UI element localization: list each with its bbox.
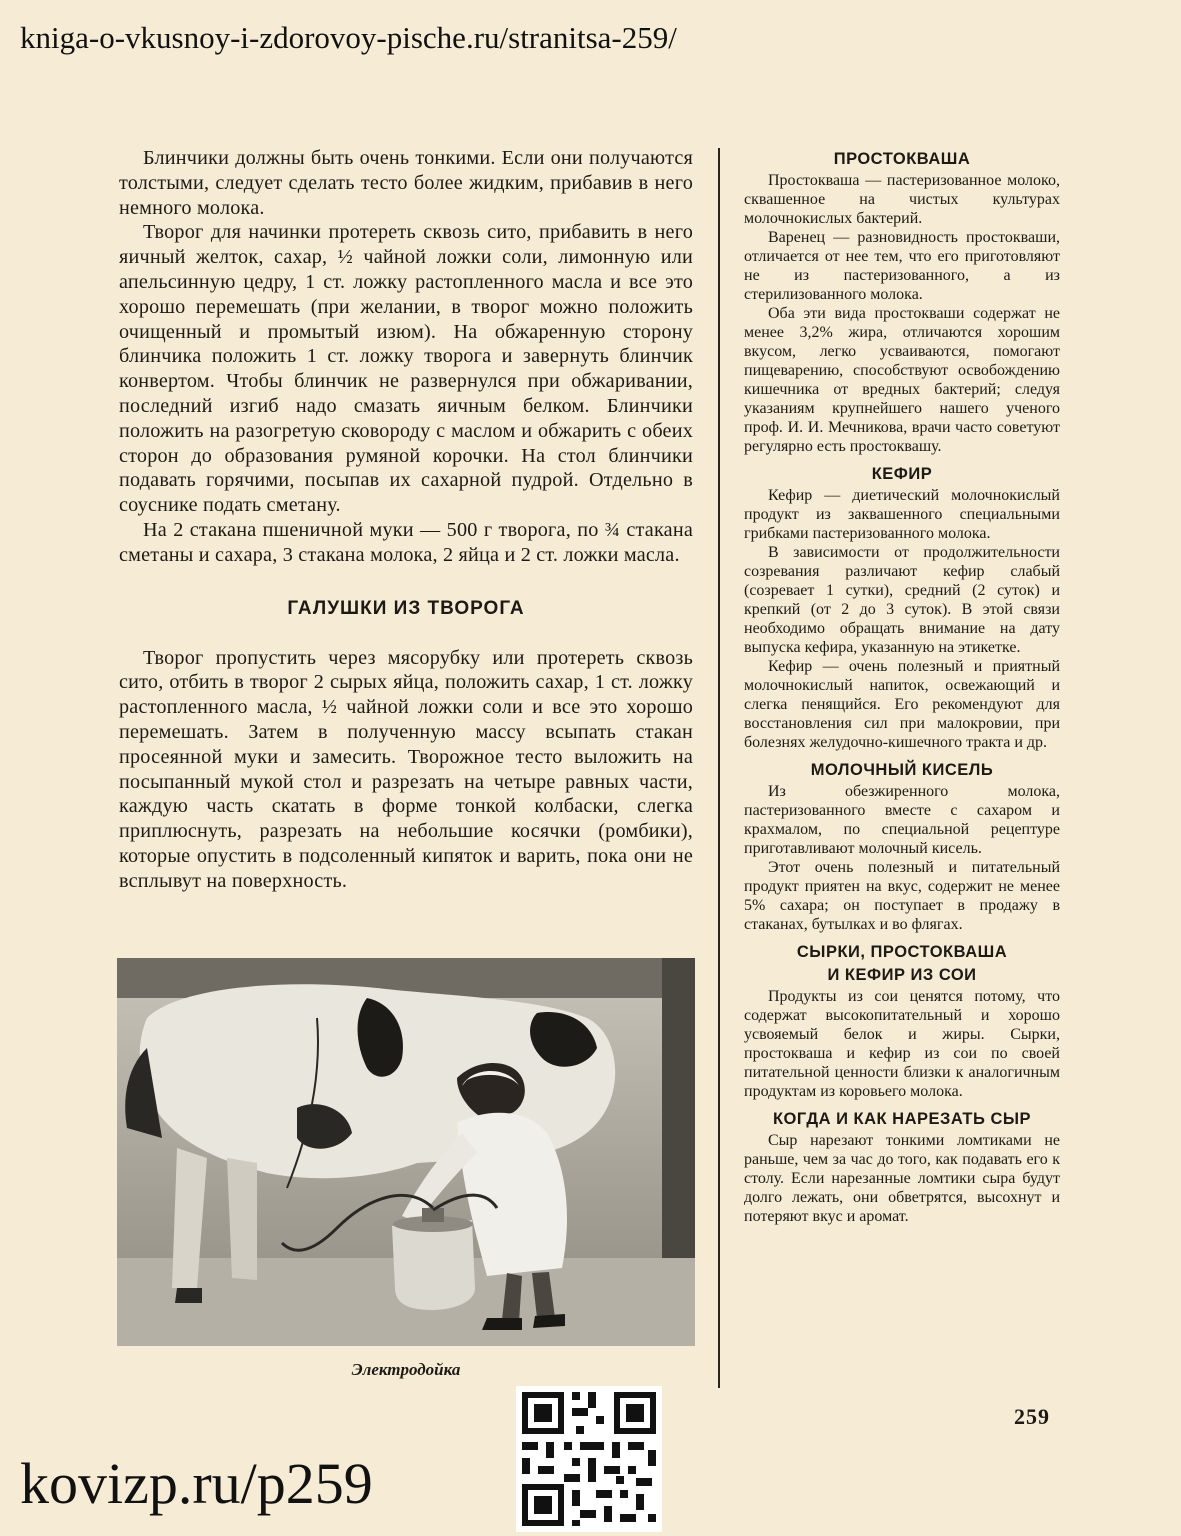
section-soy — [744, 941, 1060, 1101]
section-prostokvasha — [744, 148, 1060, 456]
heading-soy-line2: И КЕФИР ИЗ СОИ — [827, 966, 977, 984]
photo-caption: Электродойка — [351, 1360, 461, 1379]
paragraph: Продукты из сои ценятся потому, что содержат высокопитательный и хорошо усвояемый белок и жиры. Сырки, простокваша и кефир из сои по своей питательной ценности близки к аналогичным продуктам из коровьего молока. — [744, 988, 1060, 1100]
paragraph: Варенец — разновидность простокваши, отличается от нее тем, что его приготовляют не из пастеризованного, а из стерилизованного молока. — [744, 229, 1060, 303]
heading-cheese: КОГДА И КАК НАРЕЗАТЬ СЫР — [772, 1110, 1032, 1128]
section-cheese — [744, 1108, 1060, 1226]
section-kisel — [744, 759, 1060, 934]
right-column — [744, 148, 1060, 1233]
paragraph: Простокваша — пастеризованное молоко, сквашенное на чистых культурах молочнокислых бактерий. — [744, 172, 1060, 227]
short-url[interactable]: kovizp.ru/p259 — [20, 1451, 373, 1516]
paragraph: Кефир — очень полезный и приятный молочнокислый напиток, освежающий и слегка пенящийся. Его рекомендуют для восстановления сил при малокровии, при болезнях желудочно-кишечного тракта и др. — [744, 658, 1060, 751]
heading-galushki: ГАЛУШКИ ИЗ ТВОРОГА — [287, 597, 525, 619]
qr-code[interactable] — [516, 1386, 662, 1532]
qr-code-icon — [516, 1386, 662, 1532]
paragraph: Кефир — диетический молочнокислый продукт из заквашенного специальными грибками пастеризованного молока. — [744, 487, 1060, 542]
heading-kefir: КЕФИР — [871, 465, 933, 483]
paragraph: Оба эти вида простокваши содержат не менее 3,2% жира, отличаются хорошим вкусом, легко усваиваются, помогают пищеварению, способствуют освобождению кишечника от вредных бактерий; следуя указаниям крупнейшего нашего ученого проф. И. И. Мечникова, врачи часто советуют регулярно есть простоквашу. — [744, 305, 1060, 455]
paragraph: Сыр нарезают тонкими ломтиками не раньше, чем за час до того, как подавать его к столу. Если нарезанные ломтики сыра будут долго лежать, они обветрятся, высохнут и потеряют вкус и аромат. — [744, 1132, 1060, 1225]
heading-prostokvasha: ПРОСТОКВАША — [833, 150, 971, 168]
left-column — [119, 146, 693, 894]
heading-soy-line1: СЫРКИ, ПРОСТОКВАША — [796, 943, 1008, 961]
paragraph: В зависимости от продолжительности созревания различают кефир слабый (созревает 1 сутки), средний (2 суток) и крепкий (от 2 до 3 суток). В этой связи необходимо обращать внимание на дату выпуска кефира, указанную на этикетке. — [744, 544, 1060, 656]
paragraph: Из обезжиренного молока, пастеризованного вместе с сахаром и крахмалом, по специальной рецептуре приготавливают молочный кисель. — [744, 783, 1060, 857]
column-divider — [718, 148, 720, 1388]
source-url[interactable]: kniga-o-vkusnoy-i-zdorovoy-pische.ru/stranitsa-259/ — [20, 20, 677, 55]
paragraph: Этот очень полезный и питательный продукт приятен на вкус, содержит не менее 5% сахара; он поступает в продажу в стаканах, бутылках и во флягах. — [744, 859, 1060, 933]
heading-kisel: МОЛОЧНЫЙ КИСЕЛЬ — [810, 761, 994, 779]
section-kefir — [744, 463, 1060, 752]
milking-photo-illustration — [117, 958, 695, 1346]
page-number: 259 — [1014, 1404, 1050, 1429]
paragraph-blinchiki-filling: Творог для начинки протереть сквозь сито, прибавить в него яичный желток, сахар, ½ чайной ложки соли, лимонную или апельсинную цедру, 1 ст. ложку растопленного масла и все это хорошо перемешать (при желании, в творог можно положить очищенный и промытый изюм). На обжаренную сторону блинчика положить 1 ст. ложку творога и завернуть блинчик конвертом. Чтобы блинчик не развернулся при обжаривании, последний изгиб надо смазать яичным белком. Блинчики положить на разогретую сковороду с маслом и обжарить с обеих сторон до образования румяной корочки. На стол блинчики подавать горячими, посыпав их сахарной пудрой. Отдельно в соуснике подать сметану. — [119, 221, 693, 517]
paragraph-galushki: Творог пропустить через мясорубку или протереть сквозь сито, отбить в творог 2 сырых яйца, положить сахар, 1 ст. ложку растопленного масла, ½ чайной ложки соли и все это хорошо перемешать. Затем в полученную массу всыпать стакан просеянной муки и замесить. Творожное тесто выложить на посыпанный мукой стол и разрезать на четыре равных части, каждую часть скатать в форме тонкой колбаски, слегка приплюснуть, разрезать на небольшие косячки (ромбики), которые опустить в подсоленный кипяток и варить, пока они не всплывут на поверхность. — [119, 646, 693, 892]
milking-photo — [117, 958, 695, 1346]
paragraph-blinchiki-ingredients: На 2 стакана пшеничной муки — 500 г творога, по ¾ стакана сметаны и сахара, 3 стакана молока, 2 яйца и 2 ст. ложки масла. — [119, 518, 693, 566]
paragraph-blinchiki-thin: Блинчики должны быть очень тонкими. Если они получаются толстыми, следует сделать тесто более жидким, прибавив в него немного молока. — [119, 147, 693, 219]
